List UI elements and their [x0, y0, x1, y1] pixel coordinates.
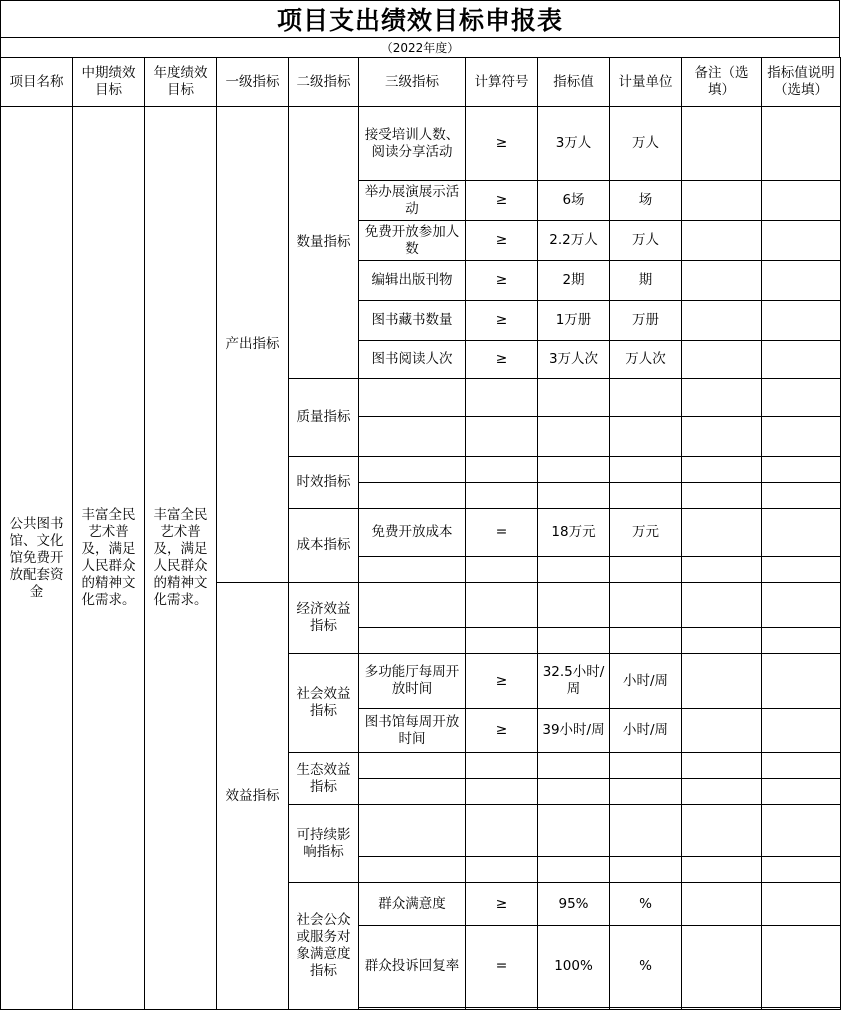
indicator-symbol: ≥ [466, 883, 538, 926]
indicator-unit: 期 [610, 261, 682, 301]
indicator-symbol: ≥ [466, 181, 538, 221]
header-annual-goal: 年度绩效目标 [145, 58, 217, 107]
remark-cell [682, 654, 762, 709]
desc-cell [762, 107, 841, 181]
indicator-symbol: ≥ [466, 301, 538, 341]
remark-cell [682, 301, 762, 341]
indicator-name: 接受培训人数、阅读分享活动 [359, 107, 466, 181]
level2-ecological-cell: 生态效益指标 [289, 753, 359, 805]
indicator-name: 免费开放参加人数 [359, 221, 466, 261]
indicator-unit: 万人 [610, 221, 682, 261]
indicator-unit: % [610, 883, 682, 926]
indicator-name: 图书藏书数量 [359, 301, 466, 341]
indicator-unit: % [610, 926, 682, 1008]
remark-cell [682, 509, 762, 557]
indicator-name: 群众满意度 [359, 883, 466, 926]
indicator-unit: 万册 [610, 301, 682, 341]
desc-cell [762, 341, 841, 379]
remark-cell [682, 181, 762, 221]
desc-cell [762, 883, 841, 926]
remark-cell [682, 709, 762, 753]
indicator-unit: 场 [610, 181, 682, 221]
level1-output-cell: 产出指标 [217, 107, 289, 583]
indicator-unit: 万元 [610, 509, 682, 557]
indicator-value: 3万人次 [538, 341, 610, 379]
remark-cell [682, 926, 762, 1008]
indicator-table [0, 57, 841, 1010]
level2-sustainable-cell: 可持续影响指标 [289, 805, 359, 883]
indicator-value: 3万人 [538, 107, 610, 181]
table-row [1, 107, 841, 181]
header-level1: 一级指标 [217, 58, 289, 107]
header-desc: 指标值说明（选填） [762, 58, 841, 107]
header-value: 指标值 [538, 58, 610, 107]
header-level2: 二级指标 [289, 58, 359, 107]
indicator-name: 免费开放成本 [359, 509, 466, 557]
header-row [1, 58, 841, 107]
desc-cell [762, 301, 841, 341]
indicator-value: 32.5小时/周 [538, 654, 610, 709]
project-name-cell: 公共图书馆、文化馆免费开放配套资金 [1, 107, 73, 1010]
indicator-value: 2期 [538, 261, 610, 301]
indicator-name: 图书阅读人次 [359, 341, 466, 379]
desc-cell [762, 926, 841, 1008]
level2-social-cell: 社会效益指标 [289, 654, 359, 753]
desc-cell [762, 654, 841, 709]
indicator-symbol: = [466, 509, 538, 557]
remark-cell [682, 341, 762, 379]
indicator-symbol: ≥ [466, 221, 538, 261]
indicator-unit: 万人次 [610, 341, 682, 379]
indicator-unit: 小时/周 [610, 654, 682, 709]
indicator-value: 6场 [538, 181, 610, 221]
level2-economic-cell: 经济效益指标 [289, 583, 359, 654]
remark-cell [682, 221, 762, 261]
indicator-unit: 万人 [610, 107, 682, 181]
indicator-value: 95% [538, 883, 610, 926]
indicator-value: 100% [538, 926, 610, 1008]
remark-cell [682, 883, 762, 926]
indicator-symbol: = [466, 926, 538, 1008]
annual-goal-cell: 丰富全民艺术普及，满足人民群众的精神文化需求。 [145, 107, 217, 1010]
desc-cell [762, 181, 841, 221]
mid-goal-cell: 丰富全民艺术普及，满足人民群众的精神文化需求。 [73, 107, 145, 1010]
level1-benefit-cell: 效益指标 [217, 583, 289, 1010]
indicator-symbol: ≥ [466, 709, 538, 753]
level2-satisfaction-cell: 社会公众或服务对象满意度指标 [289, 883, 359, 1010]
level2-quality-cell: 质量指标 [289, 379, 359, 457]
header-project-name: 项目名称 [1, 58, 73, 107]
indicator-symbol: ≥ [466, 107, 538, 181]
level2-timeliness-cell: 时效指标 [289, 457, 359, 509]
indicator-name: 举办展演展示活动 [359, 181, 466, 221]
indicator-symbol: ≥ [466, 341, 538, 379]
level2-cost-cell: 成本指标 [289, 509, 359, 583]
indicator-name: 群众投诉回复率 [359, 926, 466, 1008]
remark-cell [682, 261, 762, 301]
indicator-value: 39小时/周 [538, 709, 610, 753]
indicator-unit: 小时/周 [610, 709, 682, 753]
form-year: （2022年度） [0, 38, 840, 57]
form-title: 项目支出绩效目标申报表 [0, 0, 840, 38]
header-remark: 备注（选填） [682, 58, 762, 107]
indicator-value: 2.2万人 [538, 221, 610, 261]
indicator-name: 编辑出版刊物 [359, 261, 466, 301]
indicator-value: 1万册 [538, 301, 610, 341]
indicator-name: 图书馆每周开放时间 [359, 709, 466, 753]
header-symbol: 计算符号 [466, 58, 538, 107]
desc-cell [762, 709, 841, 753]
indicator-symbol: ≥ [466, 654, 538, 709]
remark-cell [682, 107, 762, 181]
desc-cell [762, 509, 841, 557]
header-unit: 计量单位 [610, 58, 682, 107]
header-mid-goal: 中期绩效目标 [73, 58, 145, 107]
desc-cell [762, 221, 841, 261]
indicator-symbol: ≥ [466, 261, 538, 301]
header-level3: 三级指标 [359, 58, 466, 107]
level2-quantity-cell: 数量指标 [289, 107, 359, 379]
indicator-value: 18万元 [538, 509, 610, 557]
desc-cell [762, 261, 841, 301]
indicator-name: 多功能厅每周开放时间 [359, 654, 466, 709]
